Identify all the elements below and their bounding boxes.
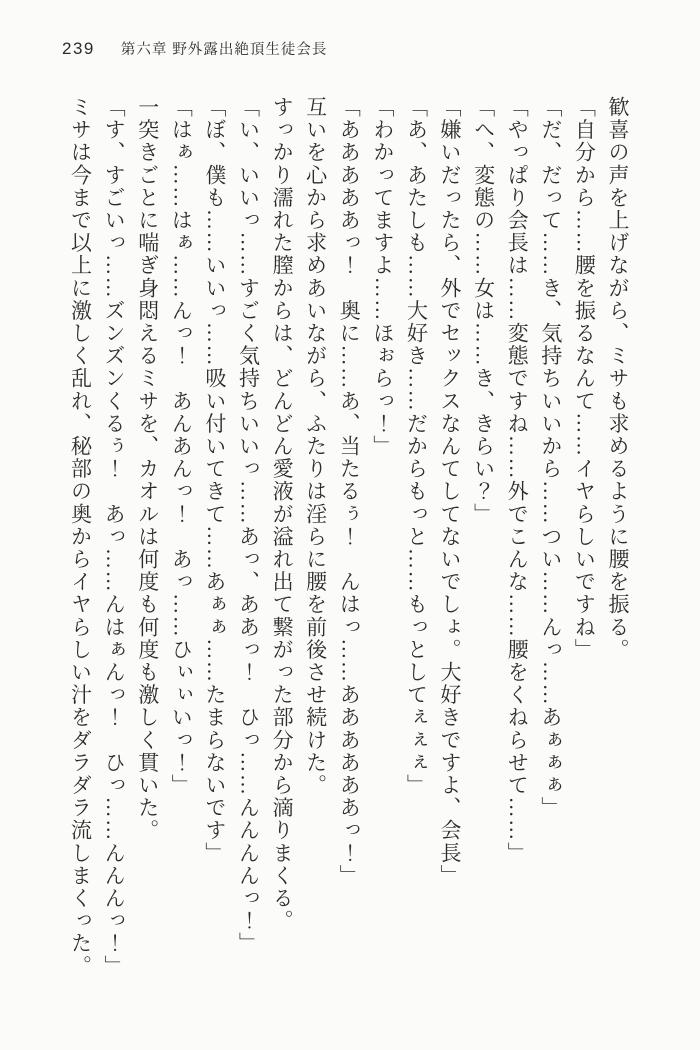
page-number: 239 (62, 39, 95, 58)
text-column: 互いを心から求めあいながら、ふたりは淫らに腰を前後させ続けた。 (303, 96, 328, 797)
text-column: 「やっぱり会長は……変態ですね……外でこんな……腰をくねらせて……」 (505, 96, 530, 865)
chapter-title: 第六章 野外露出絶頂生徒会長 (120, 42, 328, 58)
text-column: 「ぼ、僕も……いいっ……吸い付いてきて……あぁぁ……たまらないです」 (202, 96, 227, 865)
text-column: 「あああああっ！ 奥に……あ、当たるぅ！ んはっ……ああああああっ！」 (337, 96, 362, 887)
text-column: 歓喜の声を上げながら、ミサも求めるように腰を振る。 (606, 96, 630, 661)
text-column: 「自分から……腰を振るなんて……イヤらしいですね」 (572, 96, 597, 661)
text-column: 「わかってますよ……ほぉらっ！」 (370, 96, 395, 458)
text-column: 「はぁ……はぁ……んっ！ あんあんっ！ あっ……ひぃぃいっ！」 (169, 96, 194, 797)
text-column: 「す、すごいっ……ズンズンくるぅ！ あっ……んはぁんっ！ ひっ……んんんっ！」 (102, 96, 127, 978)
text-column: ミサは今まで以上に激しく乱れ、秘部の奥からイヤらしい汁をダラダラ流しまくった。 (68, 96, 93, 978)
running-header (62, 38, 327, 59)
text-column: 「あ、あたしも……大好き……だからもっと……もっとしてぇぇぇ」 (404, 96, 429, 797)
text-column: 「だ、だって……き、気持ちいいから……つい……んっ……あぁぁぁ」 (538, 96, 563, 820)
text-column: 「い、いいっ……すごく気持ちいいっ……あっ、ああっ！ ひっ……んんんんっ！」 (236, 96, 261, 955)
text-column: すっかり濡れた膣からは、どんどん愛液が溢れ出て繋がった部分から滴りまくる。 (270, 96, 295, 933)
text-column: 「へ、変態の……女は……き、きらい？」 (471, 96, 496, 526)
vertical-text-block (62, 96, 634, 996)
text-column: 一突きごとに喘ぎ身悶えるミサを、カオルは何度も何度も激しく貫いた。 (135, 96, 160, 842)
text-column: 「嫌いだったら、外でセックスなんてしてないでしょ。大好きですよ、会長」 (438, 96, 463, 887)
